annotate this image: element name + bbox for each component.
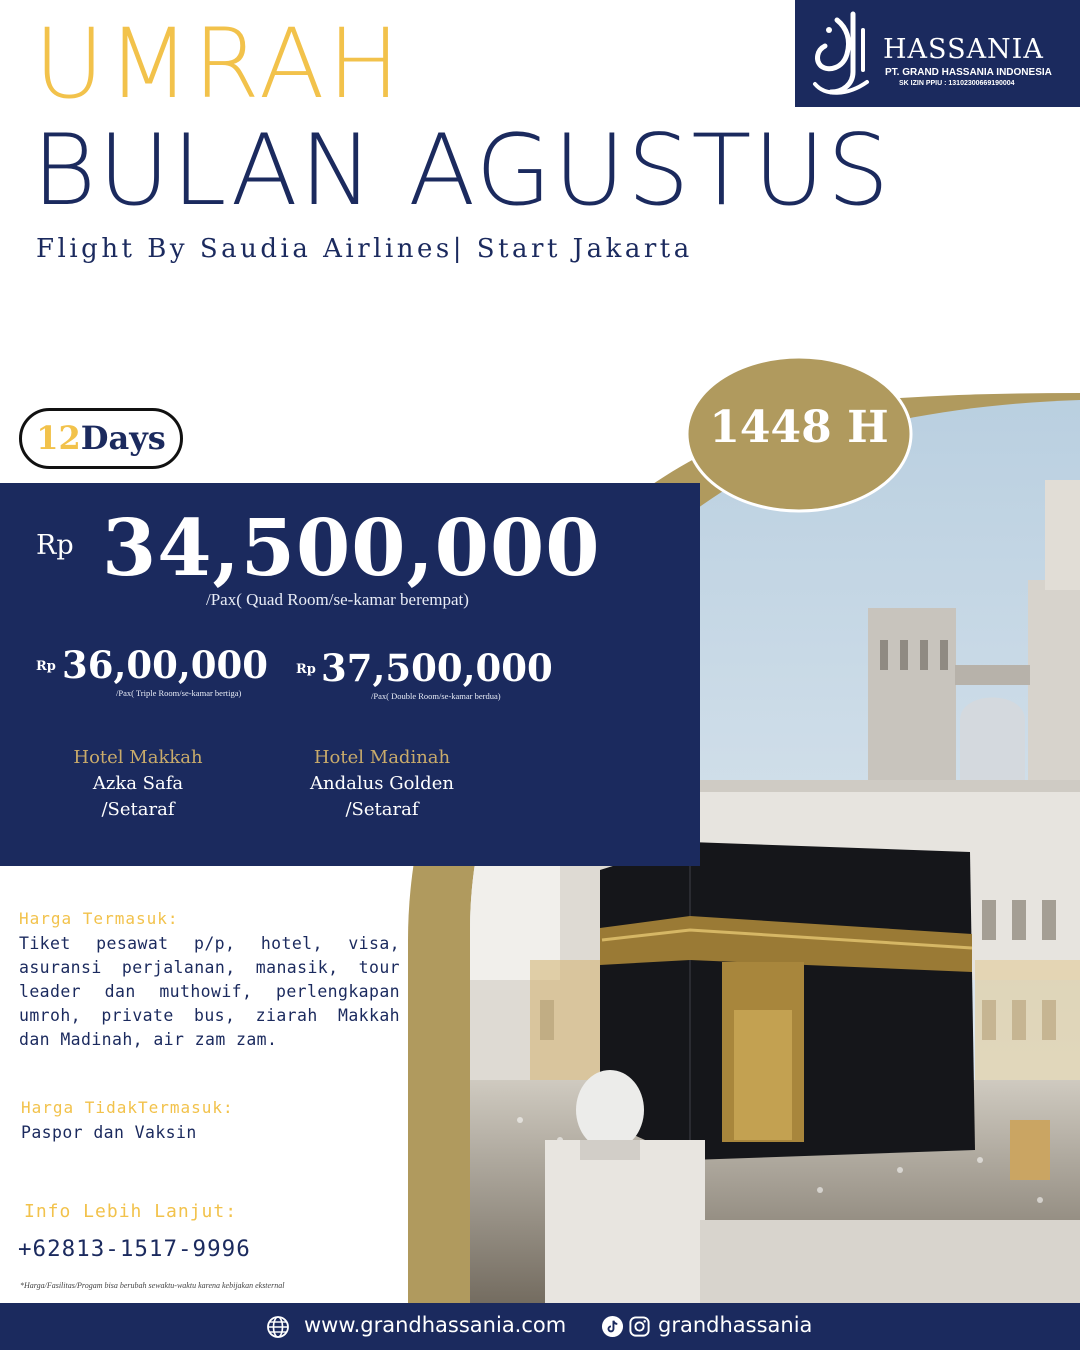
duration-unit: Days [80,419,166,457]
hotel-madinah-name: Andalus Golden [310,773,454,794]
hijri-year: 1448 H [709,402,889,453]
contact-label: Info Lebih Lanjut: [24,1201,238,1222]
tiktok-icon[interactable] [601,1315,624,1338]
hassania-calligraphy-icon [807,10,875,98]
footer-bar [0,1303,1080,1350]
instagram-icon[interactable] [628,1315,651,1338]
contact-phone[interactable]: +62813-1517-9996 [18,1236,251,1262]
hotel-makkah-suffix: /Setaraf [101,799,175,820]
price-triple-note: /Pax( Triple Room/se-kamar bertiga) [116,688,242,698]
currency-triple: Rp [36,659,56,674]
hotel-makkah-name: Azka Safa [92,773,184,794]
hotel-makkah-label: Hotel Makkah [73,747,203,768]
price-double-note: /Pax( Double Room/se-kamar berdua) [371,691,501,701]
brand-license: SK IZIN PPIU : 13102300669190004 [899,80,1015,87]
flight-subtitle: Flight By Saudia Airlines| Start Jakarta [36,234,693,264]
price-quad: 34,500,000 [102,503,601,594]
price-quad-note: /Pax( Quad Room/se-kamar berempat) [206,590,469,609]
brand-company: PT. GRAND HASSANIA INDONESIA [885,67,1052,78]
brand-logo [795,0,1080,107]
headline-month: BULAN AGUSTUS [32,114,892,228]
website-link[interactable]: www.grandhassania.com [304,1313,567,1337]
includes-text: Tiket pesawat p/p, hotel, visa, asuransi perjalanan, manasik, tour leader dan muthowif, perlengkapan umroh, private bus, ziarah Makkah dan Madinah, air zam zam. [19,934,400,1049]
price-double: 37,500,000 [321,646,553,690]
duration-number: 12 [36,419,81,457]
disclaimer: *Harga/Fasilitas/Progam bisa berubah sewaktu-waktu karena kebijakan eksternal [20,1281,285,1290]
hotel-madinah [292,745,472,823]
excludes-text: Paspor dan Vaksin [21,1123,197,1142]
hotel-madinah-label: Hotel Madinah [313,747,451,768]
includes-label: Harga Termasuk: [19,909,179,928]
globe-icon [266,1315,290,1339]
excludes-label: Harga TidakTermasuk: [21,1098,234,1117]
brand-name: HASSANIA [883,34,1044,65]
currency-double: Rp [296,662,316,677]
duration-badge [19,408,183,469]
price-triple: 36,00,000 [62,643,268,687]
hotel-madinah-suffix: /Setaraf [345,799,419,820]
hotel-makkah [48,745,228,823]
social-handle[interactable]: grandhassania [658,1313,813,1337]
currency-main: Rp [36,530,74,561]
headline-umrah: UMRAH [34,8,403,120]
